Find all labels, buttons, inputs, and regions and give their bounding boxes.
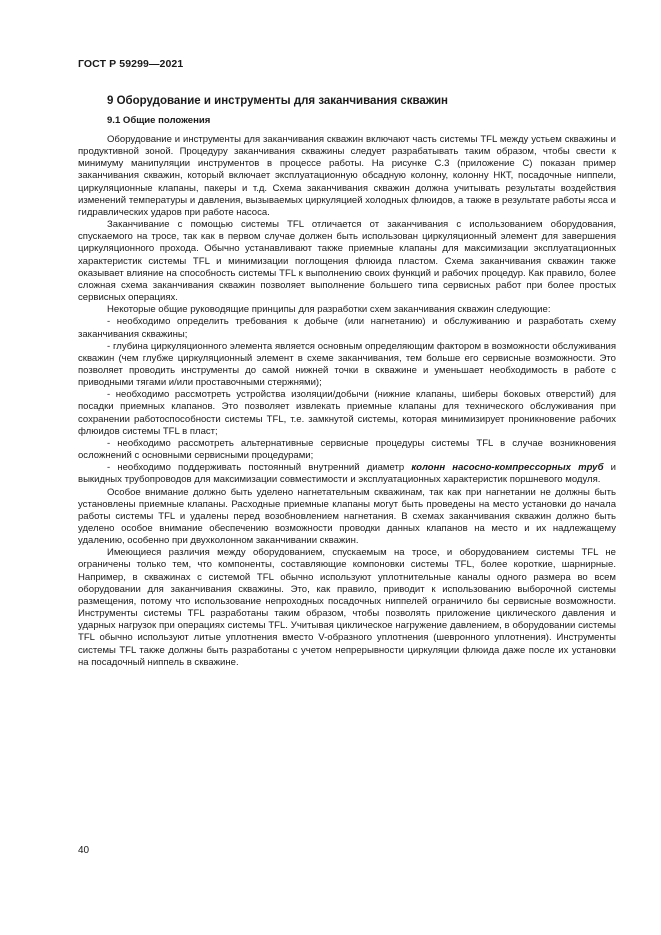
paragraph: Особое внимание должно быть уделено нагнетательным скважинам, так как при нагнетании не должны быть установлены приемные клапаны. Расходные приемные клапаны могут быть проведены на место установки до начала работы системы TFL и удалены перед возобновлением нагнетания. В схемах заканчивания скважин должно быть уделено особое внимание обеспечению возможности проводки данных клапанов на место и их надлежащему удалению, особенно при двухколонном заканчивании скважин.: [78, 486, 616, 547]
section-title: 9 Оборудование и инструменты для заканчивания скважин: [107, 95, 448, 107]
standard-code-header: ГОСТ Р 59299—2021: [78, 58, 184, 70]
paragraph: Заканчивание с помощью системы TFL отличается от заканчивания с использованием оборудования, спускаемого на тросе, так как в первом случае должен быть использован циркуляционный элемент для завершения циркуляционного прохода. Обычно устанавливают также приемные клапаны для максимизации эксплуатационных характеристик системы TFL и минимизации поглощения флюида пластом. Схема заканчивания скважин также оказывает влияние на способность системы TFL к выполнению своих функций и рабочих процедур. Как правило, более сложная схема заканчивания скважин позволяет выполнение большего типа сервисных работ при более простых сервисных операциях.: [78, 219, 616, 304]
list-item: - необходимо рассмотреть альтернативные сервисные процедуры системы TFL в случае возникновения осложнений с основными сервисными процедурами;: [78, 437, 616, 462]
subsection-title: 9.1 Общие положения: [107, 115, 211, 126]
list-item: [78, 462, 616, 486]
paragraph: Некоторые общие руководящие принципы для разработки схем заканчивания скважин следующие:: [107, 304, 551, 316]
paragraph: Оборудование и инструменты для заканчивания скважин включают часть системы TFL между устьем скважины и продуктивной зоной. Процедуру заканчивания скважины следует разрабатывать таким образом, чтобы свести к минимуму манипуляции инструментов в процессе работы. На рисунке С.3 (приложение С) показан пример заканчивания скважин, который включает эксплуатационную обсадную колонну, колонну НКТ, посадочные ниппели, циркуляционные клапаны, пакеры и т.д. Схема заканчивания скважин должна учитывать результаты воздействия изменений температуры и давления, вызываемых циркуляцией холодных флюидов, а также в результате работы ясса и гидравлических ударов при работе насоса.: [78, 134, 616, 218]
list-item: - необходимо определить требования к добыче (или нагнетанию) и обслуживанию и разработать схему заканчивания скважины;: [78, 316, 616, 340]
page-number: 40: [78, 845, 90, 856]
list-item: - глубина циркуляционного элемента является основным определяющим фактором в возможности обслуживания скважин (чем глубже циркуляционный элемент в схеме заканчивания, тем больше его сервисные возможности. Это позволяет проводить инструменты до самой нижней точки в скважине и уменьшает необходимость в работе с приводными тягами и/или проставочными стержнями);: [78, 340, 616, 389]
list-item: - необходимо рассмотреть устройства изоляции/добычи (нижние клапаны, шиберы боковых отверстий) для посадки приемных клапанов. Это позволяет извлекать приемные клапаны для технического обслуживания при сохранении работоспособности системы TFL, т.е. замкнутой системы, которая минимизирует проникновение рабочих флюидов системы TFL в пласт;: [78, 389, 616, 437]
paragraph: Имеющиеся различия между оборудованием, спускаемым на тросе, и оборудованием системы TFL не ограничены только тем, что компоненты, составляющие компоновки системы TFL, более короткие, шарнирные. Например, в скважинах с системой TFL обычно используют уплотнительные каналы одного размера во всем оборудовании для заканчивания скважины. Это, как правило, приводит к использованию выборочной системы размещения, потому что использование непроходных посадочных ниппелей ограничило бы сервисные возможности. Инструменты системы TFL разработаны таким образом, чтобы позволять приложение циклического давления и ударных нагрузок при операциях системы TFL. Учитывая циклическое нагружение давлением, в оборудовании системы TFL обычно используют литые уплотнения вместо V-образного уплотнения (шевронного уплотнения). Инструменты системы TFL также должны быть разработаны с учетом непрерывности циркуляции флюида даже после их установки на посадочный ниппель в скважине.: [78, 547, 616, 668]
list-item-text-before: - необходимо поддерживать постоянный внутренний диаметр: [107, 462, 412, 474]
page-content: [78, 94, 616, 669]
list-item-text-after: и выкидных трубопроводов для максимизации совместимости и эксплуатационных характеристик поршневого модуля.: [78, 462, 616, 486]
emphasized-term: колонн насосно-компрессорных труб: [411, 462, 604, 474]
